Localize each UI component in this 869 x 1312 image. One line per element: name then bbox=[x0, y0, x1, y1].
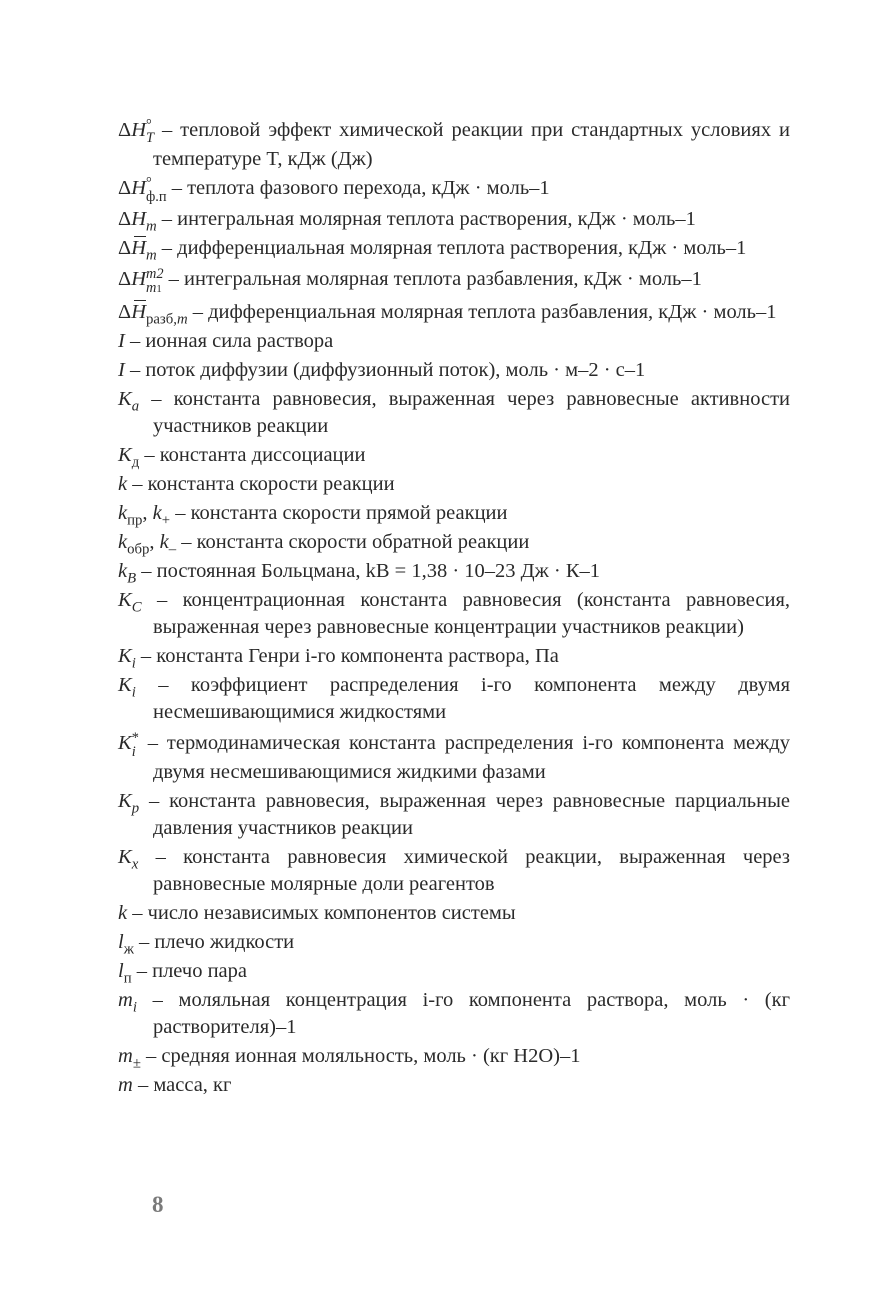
glossary-entry-kobr bbox=[118, 529, 790, 556]
definition: – число независимых компонентов системы bbox=[132, 902, 516, 925]
definition: – ионная сила раствора bbox=[129, 330, 334, 353]
definition: – постоянная Больцмана, kB = 1,38 · 10–23 Дж · К–1 bbox=[141, 560, 601, 583]
glossary-entry-Ka bbox=[118, 386, 790, 440]
definition: – интегральная молярная теплота растворения, кДж · моль–1 bbox=[161, 208, 696, 231]
symbol: $m_\pm$ bbox=[118, 1045, 141, 1072]
definition: – коэффициент распределения i-го компонента между двумя несмешивающимися жидкостями bbox=[153, 674, 791, 724]
symbol: $\Delta H_m$ bbox=[118, 208, 157, 235]
definition: – тепловой эффект химической реакции при стандартных условиях и температуре T, кДж (Дж) bbox=[153, 119, 790, 171]
definition: – константа равновесия, выраженная через равновесные активности участников реакции bbox=[151, 388, 790, 438]
glossary-entry-Ki1 bbox=[118, 643, 790, 670]
definition: – константа скорости обратной реакции bbox=[181, 531, 530, 554]
definition: – дифференциальная молярная теплота разбавления, кДж · моль–1 bbox=[192, 301, 777, 324]
glossary-entry-KC bbox=[118, 587, 790, 641]
symbol: $K_p$ bbox=[118, 790, 140, 817]
symbol: ΔH m2 m1 bbox=[118, 265, 164, 296]
glossary-entry-k2 bbox=[118, 900, 790, 927]
definition: – термодинамическая константа распределения i-го компонента между двумя несмешивающимися жидкими фазами bbox=[147, 732, 790, 784]
glossary-list bbox=[118, 117, 790, 1101]
glossary-entry-I2 bbox=[118, 357, 790, 384]
symbol: $K_a$ bbox=[118, 388, 140, 415]
glossary-entry-dHm2m1 bbox=[118, 266, 790, 295]
glossary-entry-I1 bbox=[118, 328, 790, 355]
definition: – моляльная концентрация i-го компонента раствора, моль · (кг растворителя)–1 bbox=[152, 989, 791, 1039]
symbol: m bbox=[118, 1074, 133, 1097]
definition: – константа равновесия химической реакции, выраженная через равновесные молярные доли реагентов bbox=[153, 846, 790, 896]
glossary-entry-dHT bbox=[118, 117, 790, 173]
glossary-entry-dH-razb bbox=[118, 299, 790, 326]
symbol: $K_C$ bbox=[118, 589, 142, 616]
definition: – константа равновесия, выраженная через равновесные парциальные давления участников реакции bbox=[148, 790, 790, 840]
symbol: $\Delta H_{разб,m}$ bbox=[118, 301, 188, 328]
glossary-entry-lp bbox=[118, 958, 790, 985]
symbol: $K_x$ bbox=[118, 846, 139, 873]
symbol: $k_{обр}$, $k_-$ bbox=[118, 531, 177, 558]
symbol: $k_{пр}$, $k_+$ bbox=[118, 502, 171, 529]
definition: – дифференциальная молярная теплота растворения, кДж · моль–1 bbox=[161, 237, 747, 260]
definition: – константа Генри i-го компонента раствора, Па bbox=[140, 645, 559, 668]
symbol: I bbox=[118, 359, 125, 382]
definition: – константа скорости реакции bbox=[132, 473, 395, 496]
glossary-entry-lzh bbox=[118, 929, 790, 956]
symbol: $l_ж$ bbox=[118, 931, 134, 958]
glossary-entry-Kistar bbox=[118, 730, 790, 786]
symbol: I bbox=[118, 330, 125, 353]
definition: – плечо пара bbox=[136, 960, 248, 983]
definition: – интегральная молярная теплота разбавления, кДж · моль–1 bbox=[168, 268, 702, 291]
symbol: $K_i$ bbox=[118, 645, 136, 672]
definition: – средняя ионная моляльность, моль · (кг H2O)–1 bbox=[146, 1045, 581, 1068]
glossary-entry-m bbox=[118, 1072, 790, 1099]
glossary-entry-kB bbox=[118, 558, 790, 585]
symbol: K * i bbox=[118, 730, 139, 760]
glossary-entry-dHm bbox=[118, 206, 790, 233]
symbol: $l_п$ bbox=[118, 960, 132, 987]
definition: – константа скорости прямой реакции bbox=[175, 502, 508, 525]
symbol: $m_i$ bbox=[118, 989, 137, 1016]
page-number: 8 bbox=[152, 1192, 164, 1217]
glossary-entry-Kp bbox=[118, 788, 790, 842]
glossary-entry-Kd bbox=[118, 442, 790, 469]
glossary-entry-dHm-bar bbox=[118, 235, 790, 262]
symbol: $\Delta H_m$ bbox=[118, 237, 157, 264]
symbol: $K_д$ bbox=[118, 444, 140, 471]
glossary-entry-Kx bbox=[118, 844, 790, 898]
symbol: ΔH ° T bbox=[118, 116, 154, 147]
glossary-entry-kpr bbox=[118, 500, 790, 527]
glossary-entry-dHfp bbox=[118, 175, 790, 204]
symbol: $K_i$ bbox=[118, 674, 136, 701]
glossary-entry-mpm bbox=[118, 1043, 790, 1070]
glossary-entry-Ki2 bbox=[118, 672, 790, 726]
definition: – поток диффузии (диффузионный поток), моль · м–2 · с–1 bbox=[129, 359, 646, 382]
symbol: ΔH ° ф.п bbox=[118, 174, 167, 205]
glossary-entry-mi bbox=[118, 987, 790, 1041]
definition: – теплота фазового перехода, кДж · моль–1 bbox=[171, 177, 550, 200]
definition: – масса, кг bbox=[137, 1074, 232, 1097]
symbol: k bbox=[118, 902, 128, 925]
glossary-entry-k bbox=[118, 471, 790, 498]
definition: – константа диссоциации bbox=[144, 444, 366, 467]
symbol: k bbox=[118, 473, 128, 496]
definition: – плечо жидкости bbox=[139, 931, 295, 954]
definition: – концентрационная константа равновесия (константа равновесия, выраженная через равновесные концентрации участников реакции) bbox=[153, 589, 790, 639]
symbol: $k_B$ bbox=[118, 560, 137, 587]
